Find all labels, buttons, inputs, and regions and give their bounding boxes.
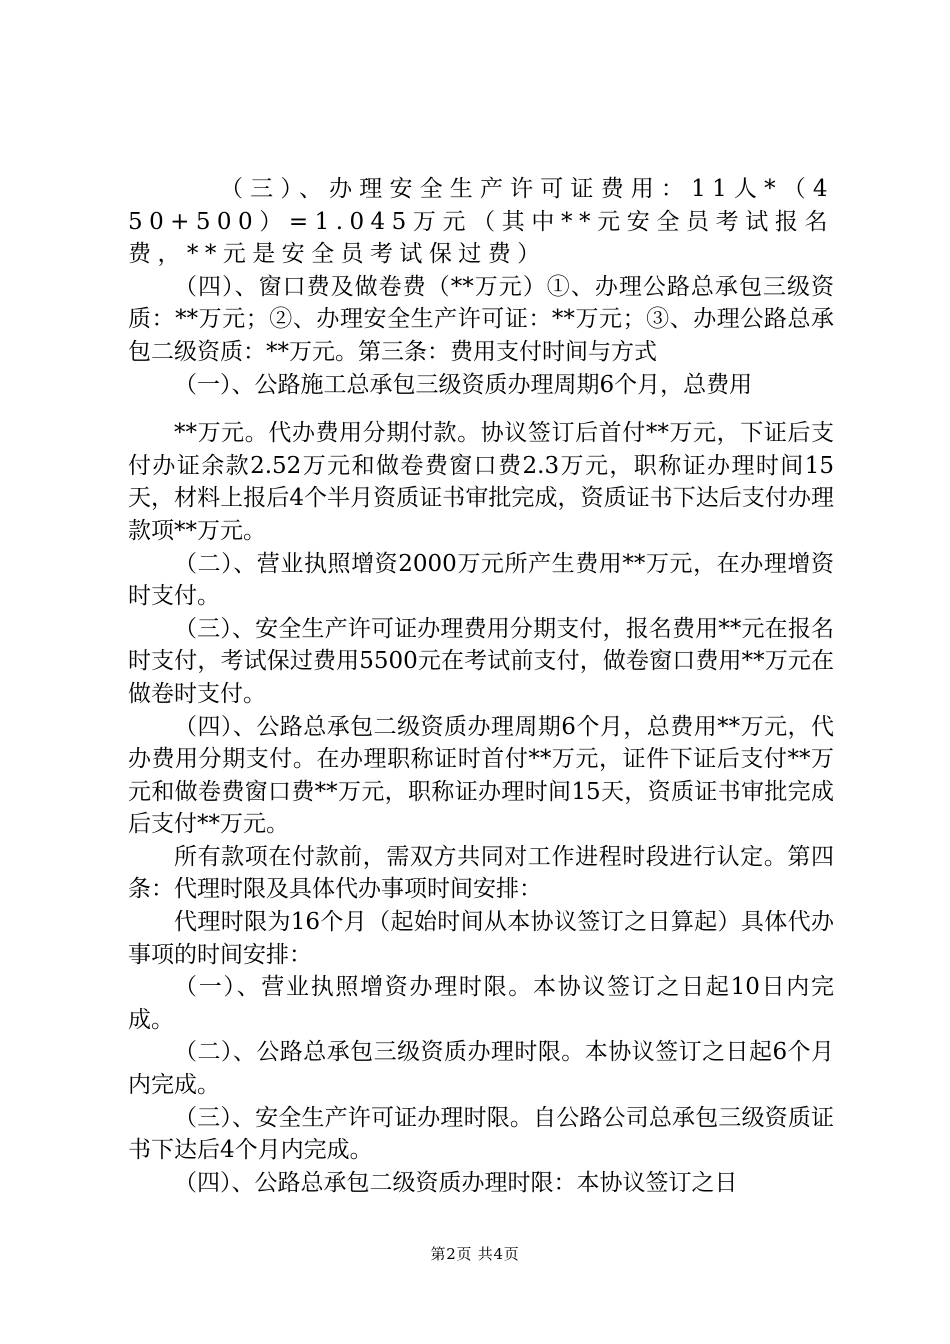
paragraph-capital-increase: （二）、营业执照增资2000万元所产生费用**万元，在办理增资时支付。 <box>128 550 834 610</box>
paragraph-level2-deadline: （四）、公路总承包二级资质办理时限：本协议签订之日 <box>174 1169 738 1196</box>
paragraph-level3-period: （一）、公路施工总承包三级资质办理周期6个月，总费用 <box>174 371 753 398</box>
paragraph-window-fee: （四）、窗口费及做卷费（**万元）①、办理公路总承包三级资质：**万元；②、办理安全生产许可证：**万元；③、办理公路总承包二级资质：**万元。第三条：费用支付时间与方式 <box>128 273 834 365</box>
paragraph-agency-period: 代理时限为16个月（起始时间从本协议签订之日算起）具体代办事项的时间安排： <box>128 909 834 968</box>
page-footer: 第2页 共4页 <box>430 1245 520 1263</box>
paragraph-level3-deadline: （二）、公路总承包三级资质办理时限。本协议签订之日起6个月内完成。 <box>128 1039 834 1099</box>
document-body <box>128 173 834 1199</box>
paragraph-level2-payment: （四）、公路总承包二级资质办理周期6个月，总费用**万元，代办费用分期支付。在办理职称证时首付**万元，证件下证后支付**万元和做卷费窗口费**万元，职称证办理时间15天，资质证书审批完成后支付**万元。 <box>128 713 834 838</box>
paragraph-safety-permit-cost: （三）、办理安全生产许可证费用：11人*（450+500）=1.045万元（其中**元安全员考试报名费，**元是安全员考试保过费） <box>128 176 834 268</box>
paragraph-safety-permit-deadline: （三）、安全生产许可证办理时限。自公路公司总承包三级资质证书下达后4个月内完成。 <box>128 1104 834 1164</box>
paragraph-license-deadline: （一）、营业执照增资办理时限。本协议签订之日起10日内完成。 <box>128 974 834 1033</box>
paragraph-level3-payment: **万元。代办费用分期付款。协议签订后首付**万元，下证后支付办证余款2.52万元和做卷费窗口费2.3万元，职称证办理时间15天，材料上报后4个半月资质证书审批完成，资质证书下达后支付办理款项**万元。 <box>128 420 834 544</box>
paragraph-safety-permit-payment: （三）、安全生产许可证办理费用分期支付，报名费用**元在报名时支付，考试保过费用5500元在考试前支付，做卷窗口费用**万元在做卷时支付。 <box>128 615 834 707</box>
paragraph-payment-confirmation: 所有款项在付款前，需双方共同对工作进程时段进行认定。第四条：代理时限及具体代办事项时间安排： <box>128 843 834 903</box>
